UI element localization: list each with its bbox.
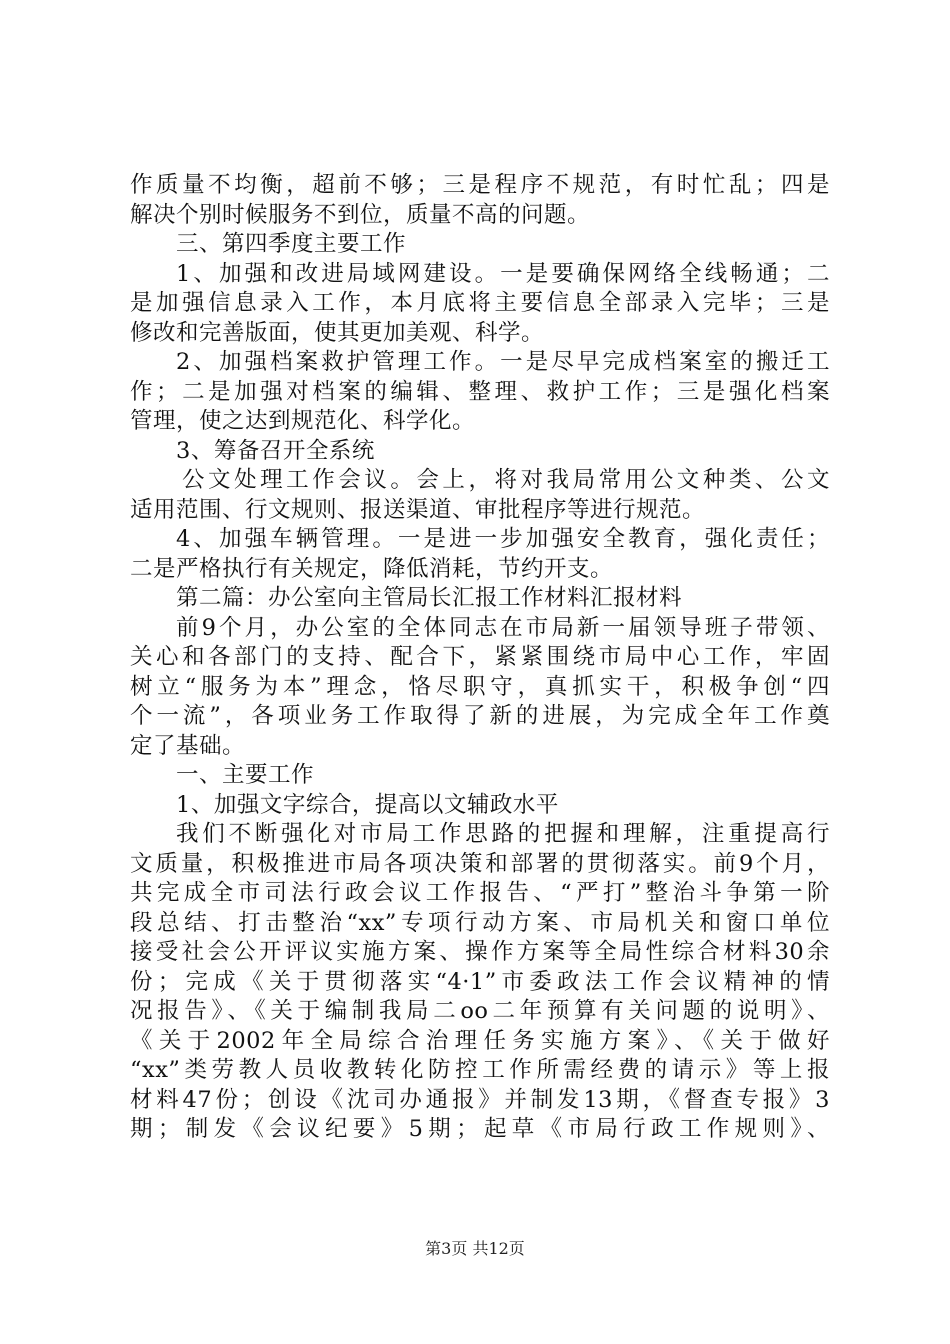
text-line: 树立“服务为本”理念，恪尽职守，真抓实干，积极争创“四 <box>130 673 830 700</box>
text-line: 《关于2002年全局综合治理任务实施方案》、《关于做好 <box>130 1027 830 1054</box>
text-line: 修改和完善版面，使其更加美观、科学。 <box>130 319 545 346</box>
text-line: 作；二是加强对档案的编辑、整理、救护工作；三是强化档案 <box>130 378 830 405</box>
text-line: 前9个月，办公室的全体同志在市局新一届领导班子带领、 <box>176 614 830 641</box>
text-line: 我们不断强化对市局工作思路的把握和理解，注重提高行 <box>176 821 830 847</box>
page-number: 第3页 共12页 <box>425 1239 525 1258</box>
subsection-heading: 1、加强文字综合，提高以文辅政水平 <box>176 791 559 818</box>
text-line: 况报告》、《关于编制我局二oo二年预算有关问题的说明》、 <box>130 998 830 1024</box>
text-line: 共完成全市司法行政会议工作报告、“严打”整治斗争第一阶 <box>130 880 830 906</box>
text-line: 管理，使之达到规范化、科学化。 <box>130 408 476 434</box>
text-line: 2、加强档案救护管理工作。一是尽早完成档案室的搬迁工 <box>176 349 830 375</box>
text-line: 段总结、打击整治“xx”专项行动方案、市局机关和窗口单位 <box>130 909 830 936</box>
document-body <box>130 171 830 1145</box>
text-line: “xx”类劳教人员收教转化防控工作所需经费的请示》等上报 <box>130 1057 830 1083</box>
text-line: 4、加强车辆管理。一是进一步加强安全教育，强化责任； <box>176 526 830 552</box>
text-line: 份；完成《关于贯彻落实“4·1”市委政法工作会议精神的情 <box>130 968 830 995</box>
text-line: 是加强信息录入工作，本月底将主要信息全部录入完毕；三是 <box>130 290 830 316</box>
text-line: 文质量，积极推进市局各项决策和部署的贯彻落实。前9个月， <box>130 850 830 877</box>
text-line: 定了基础。 <box>130 732 246 759</box>
text-line: 期；制发《会议纪要》5期；起草《市局行政工作规则》、 <box>130 1116 830 1142</box>
text-line: 适用范围、行文规则、报送渠道、审批程序等进行规范。 <box>130 496 706 523</box>
text-line: 解决个别时候服务不到位，质量不高的问题。 <box>130 201 591 228</box>
text-line: 公文处理工作会议。会上，将对我局常用公文种类、公文 <box>182 467 830 493</box>
text-line: 作质量不均衡，超前不够；三是程序不规范，有时忙乱；四是 <box>130 172 830 198</box>
text-line: 材料47份；创设《沈司办通报》并制发13期，《督查专报》3 <box>130 1086 830 1113</box>
text-line: 3、筹备召开全系统 <box>176 437 375 464</box>
page-footer <box>0 1239 950 1259</box>
text-line: 1、加强和改进局域网建设。一是要确保网络全线畅通；二 <box>176 260 830 287</box>
text-line: 个一流”，各项业务工作取得了新的进展，为完成全年工作奠 <box>130 703 830 729</box>
section-heading: 三、第四季度主要工作 <box>176 231 407 257</box>
article-title: 第二篇：办公室向主管局长汇报工作材料汇报材料 <box>176 585 683 611</box>
text-line: 接受社会公开评议实施方案、操作方案等全局性综合材料30余 <box>130 939 830 965</box>
section-heading: 一、主要工作 <box>176 762 315 788</box>
text-line: 二是严格执行有关规定，降低消耗，节约开支。 <box>130 555 614 582</box>
text-line: 关心和各部门的支持、配合下，紧紧围绕市局中心工作，牢固 <box>130 644 830 670</box>
